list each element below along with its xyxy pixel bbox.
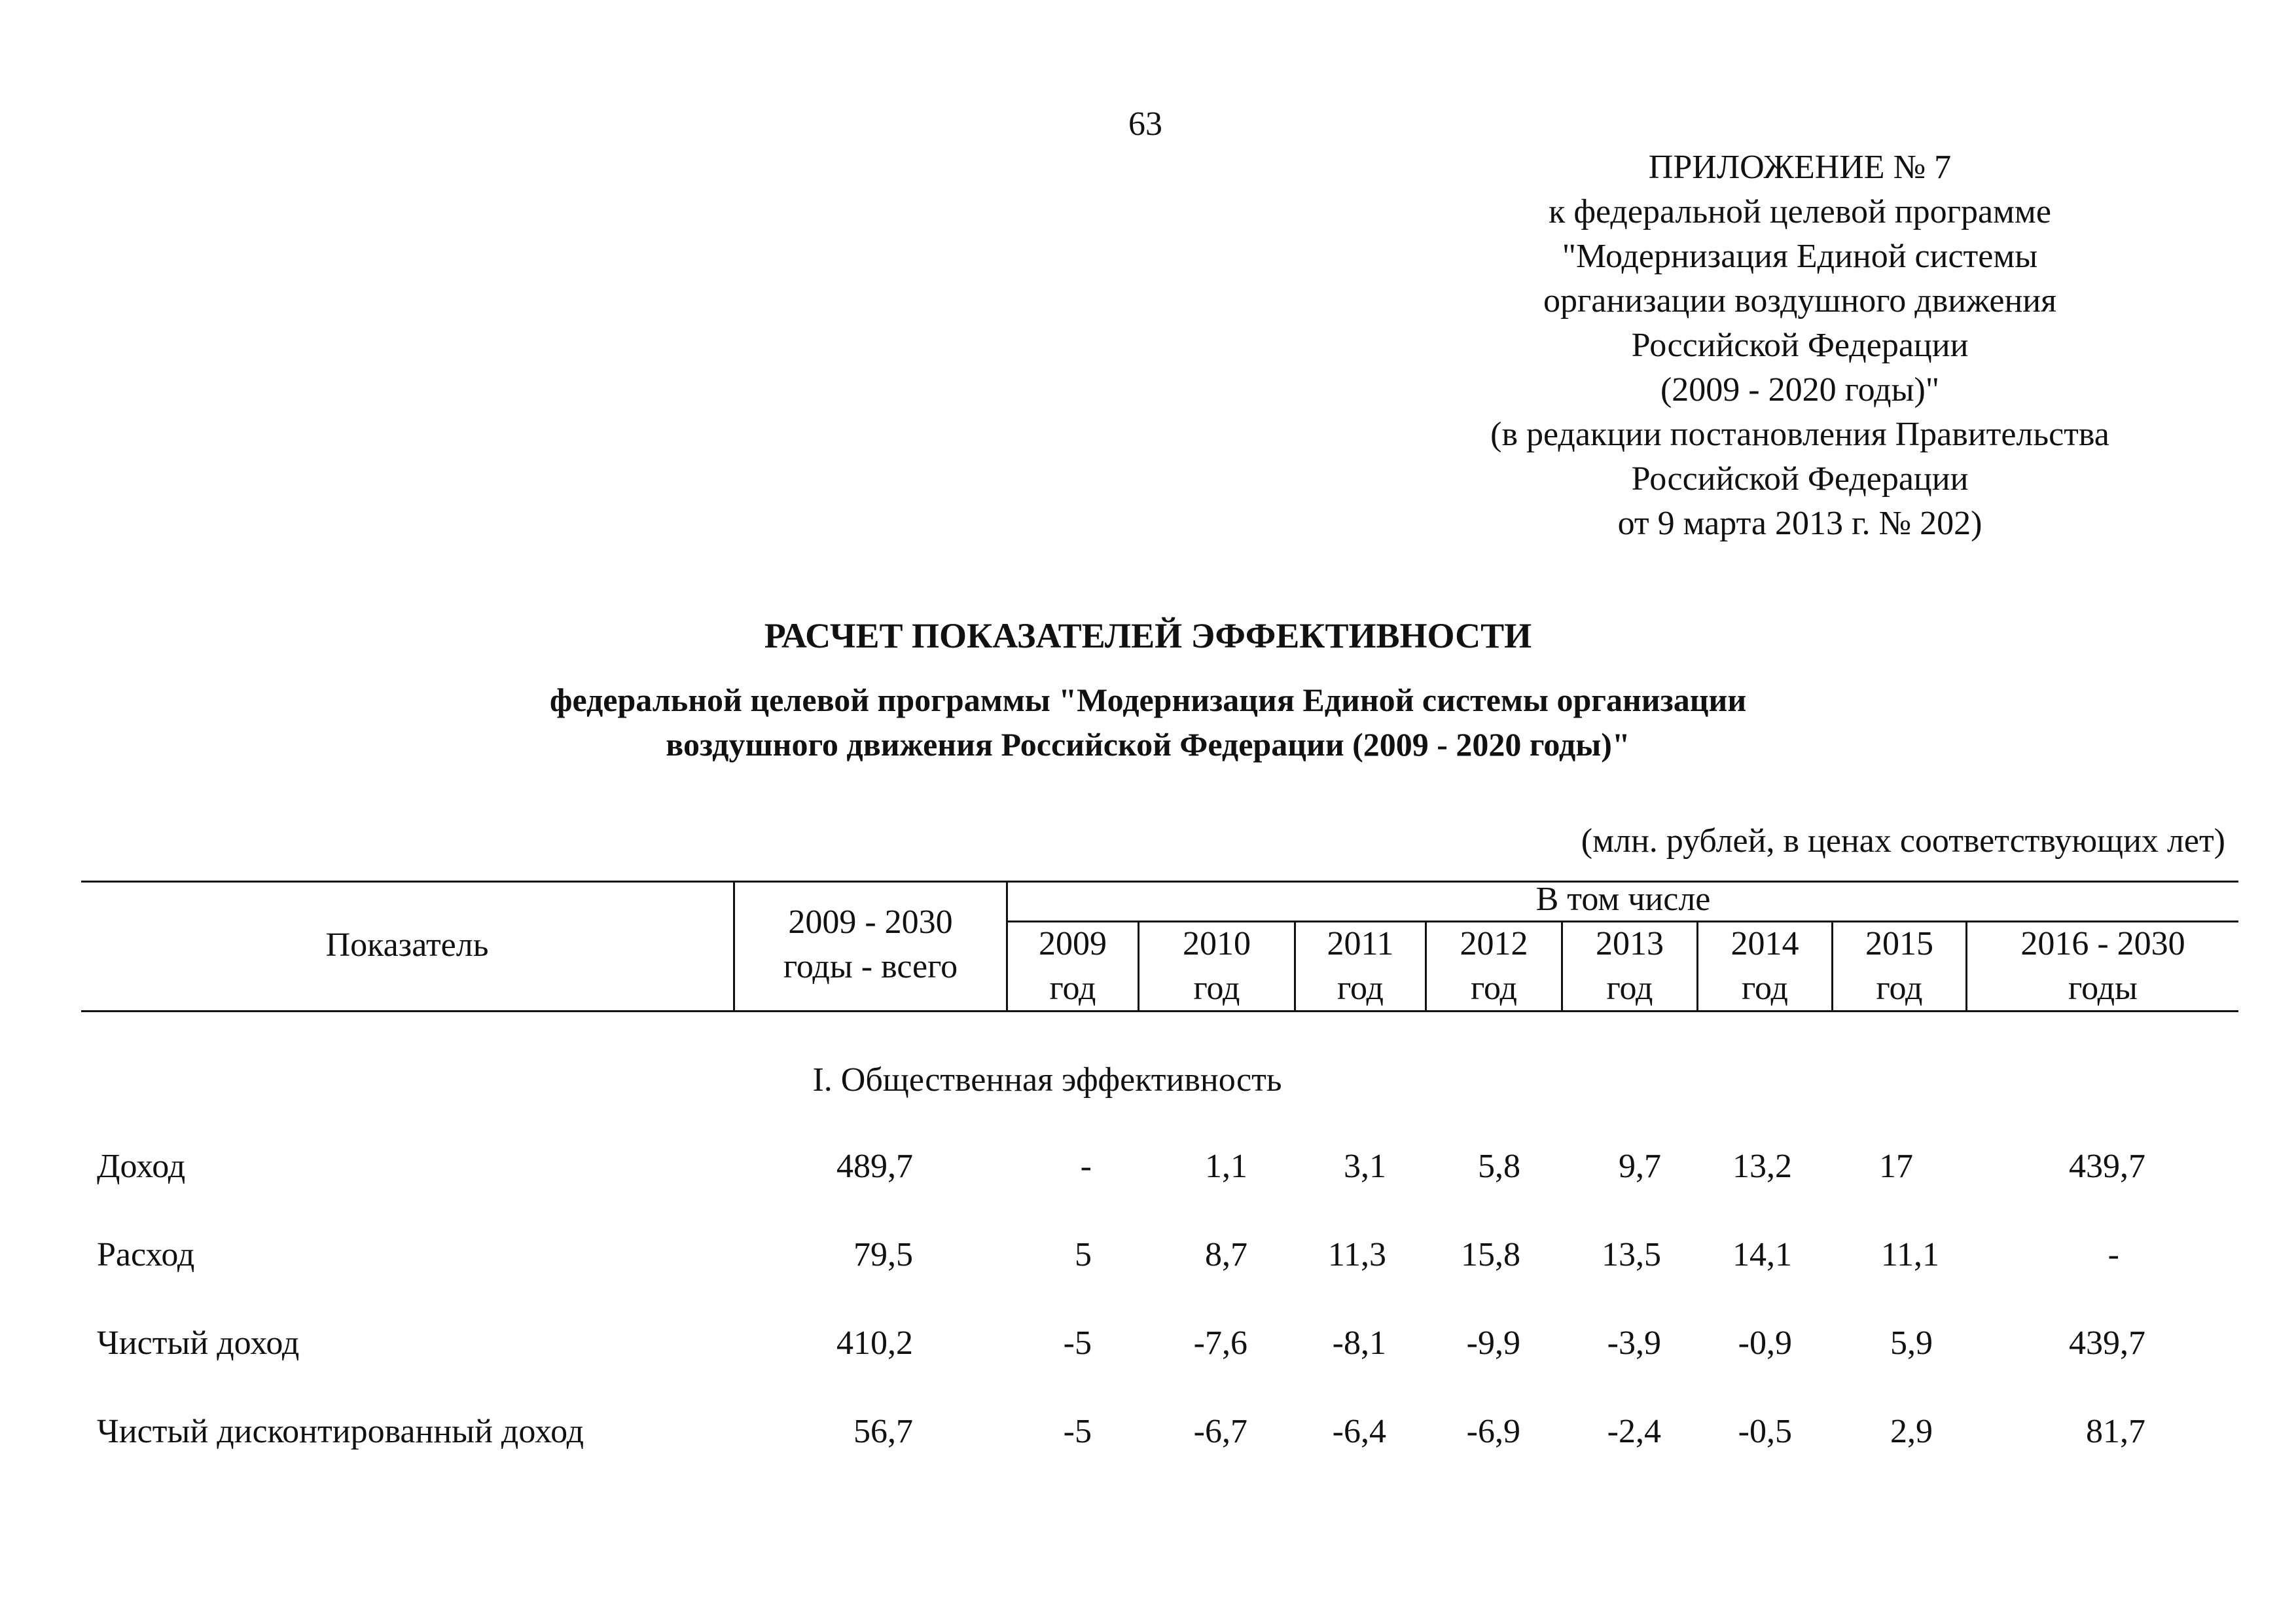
row-label: Расход [97,1236,195,1273]
cell-value: 9,7 [1619,1148,1661,1185]
header-including: В том числе [1535,881,1711,918]
cell-value: 14,1 [1732,1236,1792,1273]
cell-value: -8,1 [1332,1324,1386,1362]
cell-value: -0,9 [1738,1324,1792,1362]
page-number: 63 [1128,105,1162,143]
cell-total: 410,2 [836,1324,913,1362]
header-year: 2012 год [1460,925,1528,1007]
cell-value: -7,6 [1193,1324,1247,1362]
cell-value: 8,7 [1205,1236,1247,1273]
header-year: 2014 год [1731,925,1799,1007]
subtitle-line: федеральной целевой программы "Модернизация Единой системы организации [549,682,1747,718]
cell-value: 13,2 [1732,1148,1792,1185]
annex-heading [1407,145,2193,546]
cell-value: -6,9 [1466,1413,1520,1450]
cell-value: 17 [1879,1148,1913,1185]
cell-total: 489,7 [836,1148,913,1185]
cell-value: -5 [1063,1324,1092,1362]
table-row [0,1324,2296,1370]
cell-total: 56,7 [853,1413,913,1450]
annex-line: ПРИЛОЖЕНИЕ № 7 [1648,149,1952,186]
annex-line: Российской Федерации [1631,327,1969,364]
header-total-line: 2009 - 2030 [788,903,953,941]
table-row [0,1235,2296,1281]
cell-value: -6,4 [1332,1413,1386,1450]
cell-value: 2,9 [1890,1413,1933,1450]
section-title: I. Общественная эффективность [812,1061,1282,1099]
annex-line: (в редакции постановления Правительства [1490,416,2109,453]
cell-value: 3,1 [1344,1148,1386,1185]
cell-value: 439,7 [2069,1148,2145,1185]
annex-line: Российской Федерации [1631,460,1969,498]
cell-value: -6,7 [1193,1413,1247,1450]
header-year: 2009 год [1039,925,1107,1007]
cell-value: -3,9 [1607,1324,1661,1362]
units-note: (млн. рублей, в ценах соответствующих лет) [1581,822,2225,860]
cell-value: 439,7 [2069,1324,2145,1362]
header-indicator: Показатель [325,926,489,964]
cell-value: 11,1 [1880,1236,1939,1273]
header-year: 2015 год [1865,925,1933,1007]
document-title: РАСЧЕТ ПОКАЗАТЕЛЕЙ ЭФФЕКТИВНОСТИ [764,616,1532,655]
header-year: 2011 год [1327,925,1394,1007]
cell-value: 81,7 [2086,1413,2145,1450]
cell-total: 79,5 [853,1236,913,1273]
header-total [735,900,1006,989]
cell-value: 5,8 [1478,1148,1520,1185]
cell-value: 15,8 [1461,1236,1520,1273]
cell-value: 1,1 [1205,1148,1247,1185]
annex-line: "Модернизация Единой системы [1562,238,2038,275]
header-year-range: 2016 - 2030 годы [2020,925,2185,1007]
cell-value: -0,5 [1738,1413,1792,1450]
cell-value: - [2108,1236,2119,1273]
cell-value: 5 [1075,1236,1092,1273]
annex-line: от 9 марта 2013 г. № 202) [1617,505,1982,542]
document-subtitle [0,678,2296,767]
header-year: 2010 год [1183,925,1251,1007]
cell-value: -5 [1063,1413,1092,1450]
row-label: Доход [97,1148,186,1185]
header-total-line: годы - всего [783,948,958,985]
row-label: Чистый дисконтированный доход [97,1413,584,1450]
cell-value: 13,5 [1602,1236,1661,1273]
annex-line: (2009 - 2020 годы)" [1660,371,1940,409]
table-row [0,1412,2296,1458]
cell-value: 5,9 [1890,1324,1933,1362]
cell-value: -2,4 [1607,1413,1661,1450]
row-label: Чистый доход [97,1324,300,1362]
cell-value: -9,9 [1466,1324,1520,1362]
annex-line: к федеральной целевой программе [1549,193,2051,230]
cell-value: 11,3 [1327,1236,1386,1273]
table-row [0,1147,2296,1193]
cell-value: - [1080,1148,1092,1185]
annex-line: организации воздушного движения [1543,282,2057,319]
subtitle-line: воздушного движения Российской Федерации (2009 - 2020 годы)" [666,726,1630,763]
header-year: 2013 год [1596,925,1664,1007]
